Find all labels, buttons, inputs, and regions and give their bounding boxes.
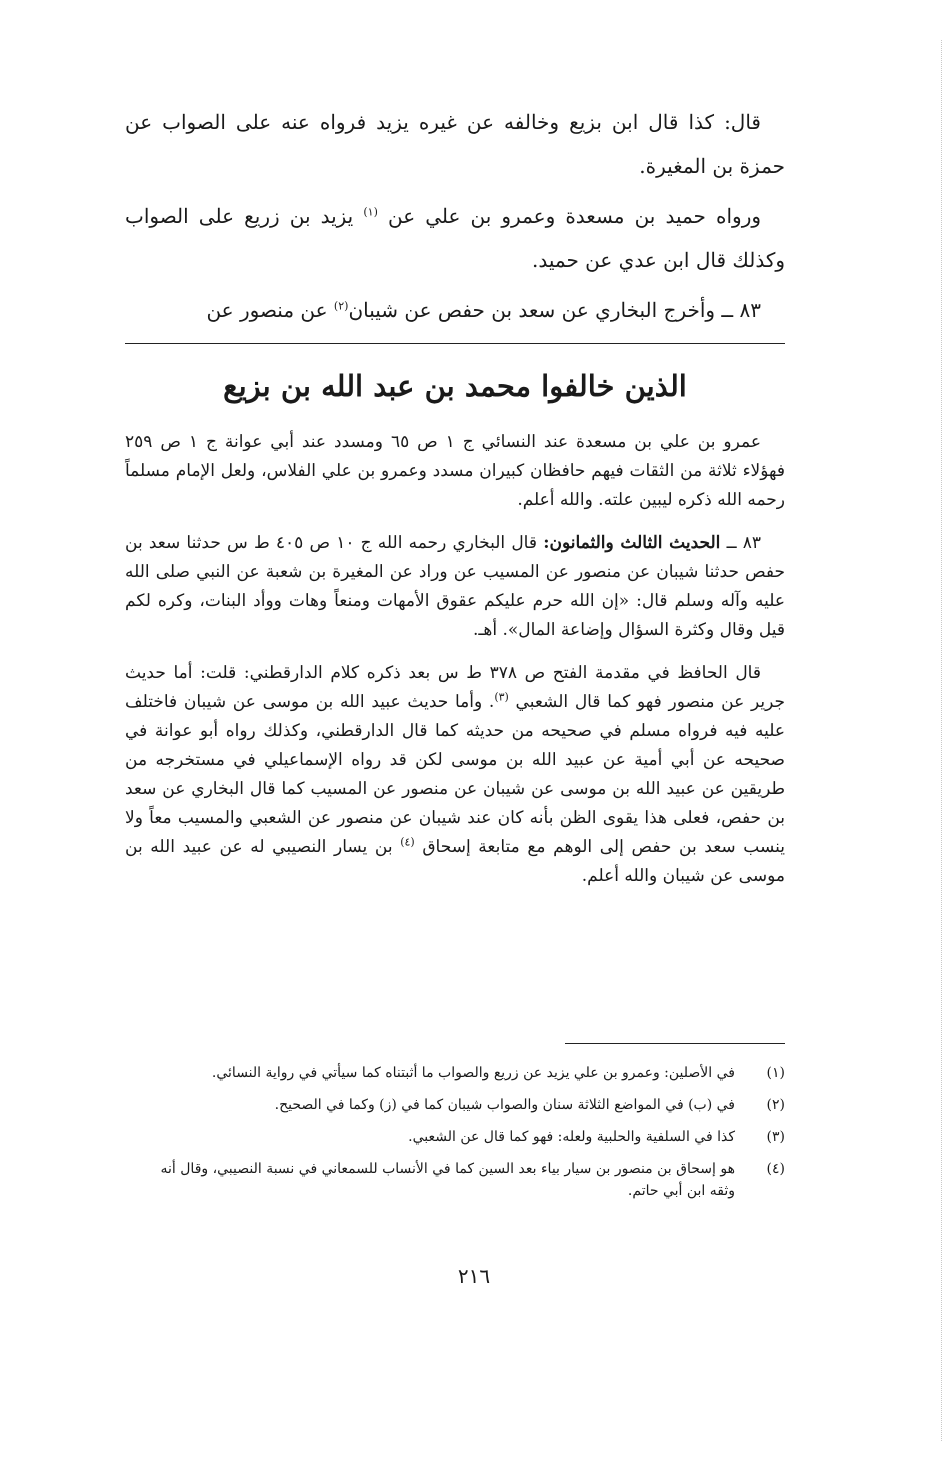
footnote-number: (٢): [766, 1097, 785, 1113]
footnote-divider: [565, 1043, 785, 1044]
prev-paragraph-3-b: عن منصور عن: [206, 298, 328, 322]
footnote-text: هو إسحاق بن منصور بن سيار بياء بعد السين كما في الأنساب للسمعاني في نسبة النصيبي، وقال أنه وثقه ابن أبي حاتم.: [160, 1161, 735, 1199]
body-paragraph-3-c: بن يسار النصيبي له عن عبيد الله بن موسى عن شيبان والله أعلم.: [125, 837, 785, 886]
previous-section: [125, 100, 785, 338]
footnote-item: [125, 1094, 785, 1116]
footnote-ref-4[interactable]: (٤): [400, 835, 415, 849]
footnote-ref-2[interactable]: (٢): [333, 299, 349, 313]
footnote-text: في الأصلين: وعمرو بن علي يزيد عن زريع والصواب ما أثبتناه كما سيأتي في رواية النسائي.: [211, 1065, 735, 1081]
footnote-item: [125, 1062, 785, 1084]
prev-paragraph-1: قال: كذا قال ابن بزيع وخالفه عن غيره يزيد فرواه عنه على الصواب عن حمزة بن المغيرة.: [125, 110, 785, 178]
footnote-number: (١): [766, 1065, 785, 1081]
footnote-item: [125, 1126, 785, 1148]
prev-paragraph-2-a: ورواه حميد بن مسعدة وعمرو بن علي عن: [387, 204, 762, 228]
section-divider: [125, 343, 785, 344]
footnotes: [125, 1062, 785, 1212]
footnote-item: [125, 1158, 785, 1202]
main-body: [125, 428, 785, 905]
section-heading: الذين خالفوا محمد بن عبد الله بن بزيع: [223, 369, 687, 403]
footnote-ref-3[interactable]: (٣): [494, 690, 509, 704]
footnote-number: (٤): [766, 1161, 785, 1177]
prev-paragraph-2-b: يزيد بن زريع على الصواب وكذلك قال ابن عدي عن حميد.: [125, 204, 785, 272]
body-paragraph-1: عمرو بن علي بن مسعدة عند النسائي ج ١ ص ٦٥ ومسدد عند أبي عوانة ج ١ ص ٢٥٩ فهؤلاء ثلاثة من الثقات فيهم حافظان كبيران مسدد وعمرو بن علي الفلاس، ولعل الإمام مسلماً رحمه الله ذكره ليبين علته. والله أعلم.: [125, 432, 785, 510]
footnote-text: في (ب) في المواضع الثلاثة سنان والصواب شيبان كما في (ز) وكما في الصحيح.: [274, 1097, 735, 1113]
hadith-title: الحديث الثالث والثمانون:: [543, 533, 721, 553]
prev-paragraph-3: [125, 288, 785, 332]
hadith-text: قال البخاري رحمه الله ج ١٠ ص ٤٠٥ ط س حدثنا سعد بن حفص حدثنا شيبان عن منصور عن المسيب عن وراد عن المغيرة بن شعبة عن النبي صلى الله عليه وآله وسلم قال: «إن الله حرم عليكم عقوق الأمهات ومنعاً وهات ووأد البنات، وكره لكم قيل وقال وكثرة السؤال وإضاعة المال». أهـ.: [125, 533, 785, 640]
footnote-text: كذا في السلفية والحلبية ولعله: فهو كما قال عن الشعبي.: [408, 1129, 735, 1145]
body-paragraph-3-a: قال الحافظ في مقدمة الفتح ص ٣٧٨ ط س بعد ذكره كلام الدارقطني: قلت: أما حديث جرير عن منصور فهو كما قال الشعبي: [125, 663, 785, 712]
prev-paragraph-2: [125, 194, 785, 282]
page-number: ٢١٦: [457, 1264, 491, 1288]
body-paragraph-2: [125, 529, 785, 645]
hadith-number: ٨٣ ــ: [726, 533, 761, 553]
scan-edge-mark: [941, 40, 942, 1441]
body-paragraph-3-b: . وأما حديث عبيد الله بن موسى عن شيبان فاختلف عليه فيه فرواه مسلم في صحيحه من حديثه كما قال الدارقطني، وكذلك رواه أبو عوانة في صحيحه عن أبي أمية عن عبيد الله بن موسى لكن قد رواه الإسماعيلي في مستخرجه من طريقين عن عبيد الله بن موسى عن شيبان عن منصور عن المسيب كما قال البخاري عن سعد بن حفص، فعلى هذا يقوى الظن بأنه كان عند شيبان عن منصور عن الشعبي والمسيب معاً ولا ينسب سعد بن حفص إلى الوهم مع متابعة إسحاق: [125, 692, 786, 857]
footnote-ref-1[interactable]: (١): [363, 205, 378, 219]
body-paragraph-3: [125, 659, 785, 891]
prev-paragraph-3-a: ٨٣ ــ وأخرج البخاري عن سعد بن حفص عن شيبان: [348, 298, 761, 322]
footnote-number: (٣): [766, 1129, 785, 1145]
